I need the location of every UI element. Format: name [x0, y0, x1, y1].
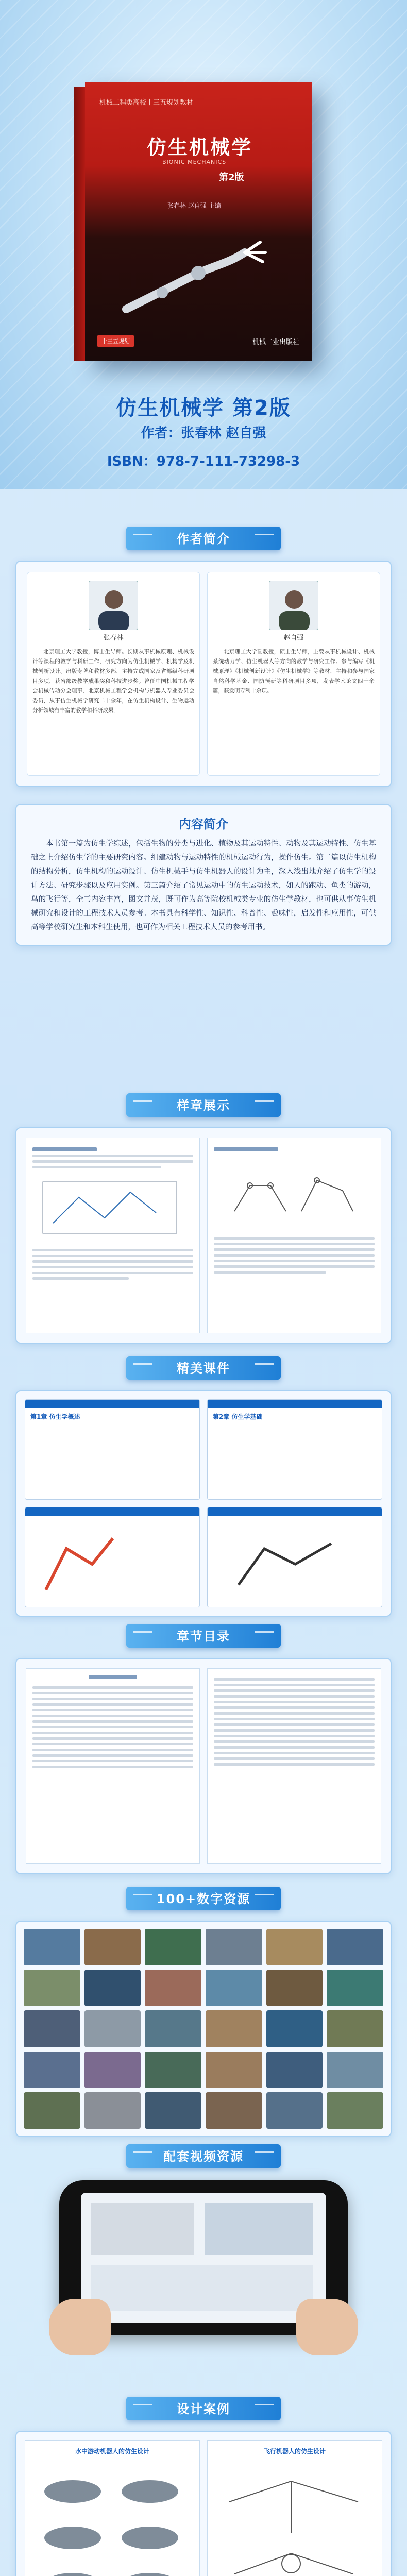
resource-thumb[interactable] — [206, 1929, 262, 1965]
author-photo — [269, 581, 318, 630]
authors-heading: 作者简介 — [177, 532, 230, 546]
fish-figures — [31, 2461, 191, 2576]
toc-section — [15, 1618, 392, 1874]
courseware-section — [15, 1350, 392, 1617]
toc-page — [207, 1668, 381, 1864]
author-photo — [89, 581, 138, 630]
toc-page — [26, 1668, 200, 1864]
case-page — [207, 2440, 382, 2576]
resource-thumb[interactable] — [145, 1970, 201, 2006]
samples-heading: 样章展示 — [177, 1098, 230, 1113]
hero-isbn: ISBN：978-7-111-73298-3 — [107, 454, 300, 469]
sample-page — [207, 1138, 381, 1333]
resource-thumb[interactable] — [327, 2052, 383, 2088]
sample-figure — [214, 1155, 368, 1232]
book-publisher: 机械工业出版社 — [252, 338, 299, 346]
courseware-card — [15, 1390, 392, 1617]
intro-card — [15, 804, 392, 946]
resource-thumb[interactable] — [84, 1970, 141, 2006]
resource-thumb[interactable] — [24, 1970, 80, 2006]
resource-thumb[interactable] — [206, 2092, 262, 2129]
book-spine — [74, 87, 85, 361]
digital-heading: 100+数字资源 — [156, 1892, 251, 1906]
resource-thumb[interactable] — [266, 2010, 323, 2047]
toc-heading: 章节目录 — [177, 1629, 230, 1643]
slide-thumb — [207, 1507, 382, 1607]
author-card — [27, 572, 200, 776]
case-title: 飞行机器人的仿生设计 — [263, 2448, 326, 2455]
resource-thumb[interactable] — [24, 2052, 80, 2088]
resource-thumb[interactable] — [266, 2052, 323, 2088]
video-phone — [59, 2180, 348, 2355]
hand-right — [296, 2299, 358, 2355]
resource-thumb[interactable] — [84, 2010, 141, 2047]
book-badge: 十三五规划 — [97, 335, 134, 347]
resource-thumb[interactable] — [24, 2092, 80, 2129]
resource-thumb[interactable] — [145, 2010, 201, 2047]
hero-authors: 作者：张春林 赵自强 — [141, 426, 266, 441]
book-subtitle-en: BIONIC MECHANICS — [162, 159, 227, 165]
slide-thumb — [207, 1399, 382, 1500]
resource-thumb[interactable] — [84, 2052, 141, 2088]
video-banner — [126, 2138, 281, 2171]
slide-thumb — [25, 1399, 200, 1500]
courseware-banner — [126, 1350, 281, 1383]
resource-thumb[interactable] — [145, 1929, 201, 1965]
sample-page — [26, 1138, 200, 1333]
samples-card — [15, 1127, 392, 1344]
samples-banner — [126, 1087, 281, 1120]
hand-left — [49, 2299, 111, 2355]
digital-grid — [15, 1921, 392, 2137]
book-cover — [85, 82, 312, 361]
video-section — [15, 2138, 392, 2355]
cases-section — [15, 2391, 392, 2576]
video-screen[interactable] — [81, 2193, 326, 2323]
author-name: 张春林 — [103, 634, 124, 642]
book-authors: 张春林 赵自强 主编 — [167, 202, 221, 209]
resource-thumb[interactable] — [84, 2092, 141, 2129]
resource-thumb[interactable] — [206, 1970, 262, 2006]
intro-heading: 内容简介 — [179, 817, 228, 832]
resource-thumb[interactable] — [24, 2010, 80, 2047]
digital-section — [15, 1880, 392, 2137]
case-page — [25, 2440, 200, 2576]
samples-section — [15, 1087, 392, 1344]
digital-banner — [126, 1880, 281, 1913]
robot-hand-illustration — [116, 232, 281, 319]
intro-body: 本书第一篇为仿生学综述，包括生物的分类与进化、植物及其运动特性、动物及其运动特性、仿生基础之上介绍仿生学的主要研究内容。组建动物与运动特性的机械运动行为，操作仿生。第二篇以仿生机构的结构分析，仿生机构的运动设计、仿生机械手与仿生机器人的设计为主，深入浅出地介绍了仿生学的设计方法、研究步骤以及应用实例。第三篇介绍了常见运动中的仿生运动技术，如人的跑动、鱼类的游动，鸟的飞行等，全书内容丰富，图文并茂，既可作为高等院校机械类专业的仿生学教材，也可供从事仿生机械研究和设计的工程技术人员参考。本书具有科学性、知识性、科普性、趣味性，启发性和应用性，可供高等学校研究生和本科生使用，也可作为相关工程技术人员的参考用书。 — [31, 840, 376, 931]
intro-section — [15, 804, 392, 946]
hero-title: 仿生机械学 第2版 — [116, 396, 291, 420]
resource-thumb[interactable] — [327, 2010, 383, 2047]
toc-banner — [126, 1618, 281, 1651]
flight-figures — [214, 2461, 374, 2576]
resource-thumb[interactable] — [84, 1929, 141, 1965]
slide-title: 第2章 仿生学基础 — [213, 1413, 263, 1420]
resource-thumb[interactable] — [206, 2010, 262, 2047]
toc-card — [15, 1658, 392, 1874]
authors-banner — [126, 520, 281, 553]
slide-title: 第1章 仿生学概述 — [30, 1413, 80, 1420]
resource-thumb[interactable] — [327, 1970, 383, 2006]
cases-banner — [126, 2391, 281, 2424]
book-edition: 第2版 — [219, 172, 244, 183]
authors-card — [15, 561, 392, 787]
resource-thumb[interactable] — [266, 1970, 323, 2006]
author-name: 赵自强 — [283, 634, 304, 642]
resource-thumb[interactable] — [327, 2092, 383, 2129]
resource-thumb[interactable] — [266, 2092, 323, 2129]
author-bio: 北京理工大学副教授，硕士生导师，主要从事机械设计、机械系统动力学、仿生机器人等方向的教学与研究工作。参与编写《机械原理》《机械创新设计》《仿生机械学》等教材，主持和参与国家自然科学基金、国防预研等科研项目多项，发表学术论文四十余篇，获发明专利十余项。 — [213, 649, 375, 694]
book-series: 机械工程类高校十三五规划教材 — [99, 99, 194, 107]
video-heading: 配套视频资源 — [163, 2149, 244, 2164]
resource-thumb[interactable] — [206, 2052, 262, 2088]
resource-thumb[interactable] — [24, 1929, 80, 1965]
sample-figure — [32, 1172, 187, 1244]
book-title: 仿生机械学 — [147, 136, 253, 159]
authors-section — [15, 520, 392, 787]
resource-thumb[interactable] — [266, 1929, 323, 1965]
hero-section — [0, 0, 407, 489]
cases-heading: 设计案例 — [177, 2402, 230, 2416]
resource-thumb[interactable] — [327, 1929, 383, 1965]
resource-thumb[interactable] — [145, 2092, 201, 2129]
author-bio: 北京理工大学教授，博士生导师。长期从事机械原理、机械设计等课程的教学与科研工作，研究方向为仿生机械学、机构学及机械创新设计。出版专著和教材多部，主持完成国家及省部级科研项目多项，获省部级教学成果奖和科技进步奖。曾任中国机械工程学会机械传动分会理事、北京机械工程学会机构与机器人专业委员会委员，从事仿生机械学研究二十余年，在仿生机构设计、生物运动分析领域有丰富的教学和科研成果。 — [32, 649, 194, 714]
courseware-heading: 精美课件 — [177, 1361, 230, 1376]
cases-card — [15, 2431, 392, 2576]
author-card — [207, 572, 380, 776]
slide-thumb — [25, 1507, 200, 1607]
case-title: 水中游动机器人的仿生设计 — [75, 2448, 149, 2455]
resource-thumb[interactable] — [145, 2052, 201, 2088]
